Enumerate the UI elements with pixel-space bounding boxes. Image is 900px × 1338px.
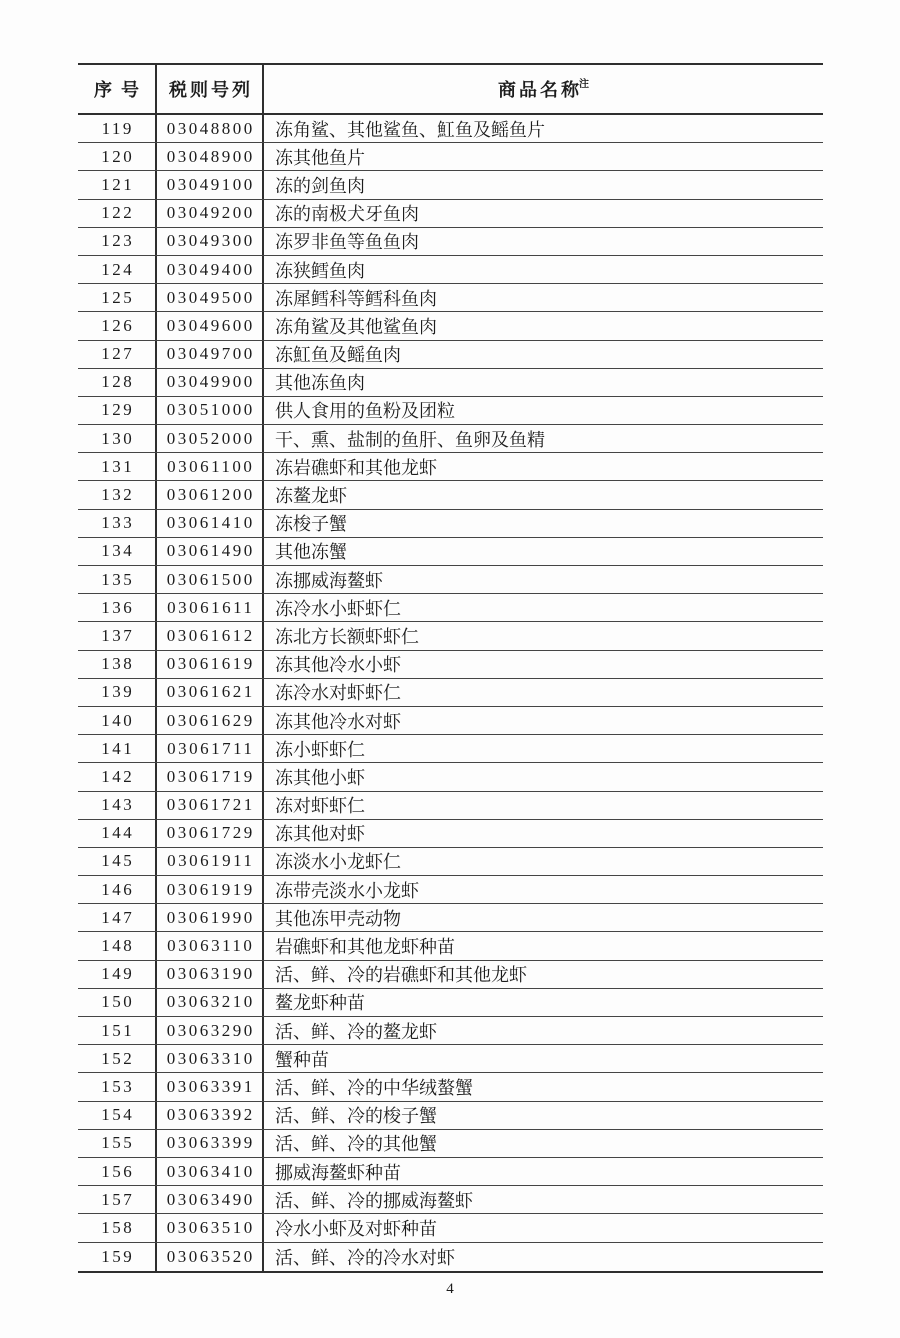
product-name-cell-text: 冻挪威海鳌虾 bbox=[275, 570, 383, 591]
tariff-code-cell-text: 03061711 bbox=[167, 738, 255, 758]
table-row bbox=[78, 763, 823, 791]
table-row bbox=[78, 989, 823, 1017]
product-name-cell bbox=[264, 1102, 823, 1129]
row-index-cell-text: 155 bbox=[101, 1133, 135, 1153]
product-name-cell bbox=[264, 763, 823, 790]
table-row bbox=[78, 566, 823, 594]
header-label-index: 序号 bbox=[94, 80, 148, 100]
table-body bbox=[78, 115, 823, 1271]
table-row bbox=[78, 651, 823, 679]
product-name-cell bbox=[264, 1130, 823, 1157]
product-name-cell bbox=[264, 1017, 823, 1044]
row-index-cell-text: 139 bbox=[101, 682, 135, 702]
table-row bbox=[78, 594, 823, 622]
product-name-cell bbox=[264, 792, 823, 819]
table-row bbox=[78, 312, 823, 340]
row-index-cell bbox=[78, 256, 157, 283]
tariff-code-cell-text: 03049600 bbox=[166, 315, 255, 335]
product-name-cell-text: 冻带壳淡水小龙虾 bbox=[275, 880, 419, 901]
tariff-code-cell-text: 03049900 bbox=[166, 372, 255, 392]
tariff-code-cell bbox=[157, 622, 264, 649]
product-name-cell bbox=[264, 622, 823, 649]
row-index-cell bbox=[78, 566, 157, 593]
row-index-cell bbox=[78, 932, 157, 959]
table-row bbox=[78, 143, 823, 171]
tariff-code-cell bbox=[157, 481, 264, 508]
row-index-cell bbox=[78, 594, 157, 621]
tariff-code-cell-text: 03063190 bbox=[166, 964, 255, 984]
product-name-cell bbox=[264, 453, 823, 480]
table-row bbox=[78, 1045, 823, 1073]
product-name-cell-text: 干、熏、盐制的鱼肝、鱼卵及鱼精 bbox=[275, 429, 545, 450]
header-cell-name bbox=[264, 65, 823, 113]
tariff-code-cell-text: 03051000 bbox=[166, 400, 255, 420]
product-name-cell bbox=[264, 820, 823, 847]
tariff-code-cell-text: 03061629 bbox=[166, 710, 255, 730]
tariff-code-cell-text: 03063490 bbox=[166, 1189, 255, 1209]
row-index-cell-text: 141 bbox=[101, 738, 135, 758]
tariff-code-cell bbox=[157, 904, 264, 931]
product-name-cell-text: 岩礁虾和其他龙虾种苗 bbox=[275, 937, 455, 958]
row-index-cell bbox=[78, 1214, 157, 1241]
product-name-cell-text: 冻犀鳕科等鳕科鱼肉 bbox=[275, 288, 437, 309]
product-name-cell-text: 冻的南极犬牙鱼肉 bbox=[275, 204, 419, 225]
row-index-cell-text: 156 bbox=[101, 1161, 135, 1181]
product-name-cell bbox=[264, 1214, 823, 1241]
row-index-cell bbox=[78, 115, 157, 142]
tariff-code-cell bbox=[157, 143, 264, 170]
row-index-cell bbox=[78, 425, 157, 452]
product-name-cell-text: 活、鲜、冷的梭子蟹 bbox=[275, 1106, 437, 1127]
tariff-code-cell-text: 03063520 bbox=[166, 1246, 255, 1266]
product-name-cell-text: 冷水小虾及对虾种苗 bbox=[275, 1218, 437, 1239]
product-name-cell-text: 活、鲜、冷的其他蟹 bbox=[275, 1134, 437, 1155]
product-name-cell bbox=[264, 538, 823, 565]
row-index-cell-text: 126 bbox=[101, 315, 135, 335]
product-name-cell-text: 冻魟鱼及鳐鱼肉 bbox=[275, 345, 401, 366]
row-index-cell-text: 121 bbox=[101, 174, 135, 194]
row-index-cell-text: 131 bbox=[101, 456, 135, 476]
table-header-row bbox=[78, 65, 823, 115]
table-row bbox=[78, 679, 823, 707]
row-index-cell bbox=[78, 1073, 157, 1100]
tariff-code-cell bbox=[157, 453, 264, 480]
product-name-cell bbox=[264, 1045, 823, 1072]
product-name-cell bbox=[264, 961, 823, 988]
tariff-code-cell-text: 03061721 bbox=[166, 795, 255, 815]
tariff-code-cell bbox=[157, 228, 264, 255]
product-name-cell bbox=[264, 1243, 823, 1271]
tariff-code-cell bbox=[157, 1214, 264, 1241]
row-index-cell bbox=[78, 1243, 157, 1271]
table-row bbox=[78, 425, 823, 453]
product-name-cell-text: 冻其他鱼片 bbox=[275, 147, 365, 168]
tariff-code-cell-text: 03063290 bbox=[166, 1020, 255, 1040]
product-name-cell-text: 活、鲜、冷的中华绒螯蟹 bbox=[275, 1077, 473, 1098]
row-index-cell bbox=[78, 1186, 157, 1213]
tariff-code-cell-text: 03061612 bbox=[166, 625, 255, 645]
product-name-cell bbox=[264, 876, 823, 903]
tariff-code-cell bbox=[157, 1017, 264, 1044]
product-name-cell-text: 冻梭子蟹 bbox=[275, 514, 347, 535]
row-index-cell bbox=[78, 143, 157, 170]
table-row bbox=[78, 876, 823, 904]
tariff-code-cell-text: 03061621 bbox=[166, 682, 255, 702]
table-row bbox=[78, 1243, 823, 1271]
row-index-cell bbox=[78, 481, 157, 508]
table-row bbox=[78, 820, 823, 848]
row-index-cell-text: 134 bbox=[101, 541, 135, 561]
tariff-code-cell bbox=[157, 369, 264, 396]
tariff-code-cell-text: 03061719 bbox=[166, 766, 255, 786]
row-index-cell-text: 136 bbox=[101, 597, 135, 617]
tariff-code-cell bbox=[157, 651, 264, 678]
row-index-cell bbox=[78, 341, 157, 368]
row-index-cell-text: 125 bbox=[101, 287, 135, 307]
row-index-cell-text: 140 bbox=[101, 710, 135, 730]
row-index-cell bbox=[78, 622, 157, 649]
row-index-cell-text: 137 bbox=[101, 625, 135, 645]
tariff-code-cell bbox=[157, 397, 264, 424]
row-index-cell bbox=[78, 171, 157, 198]
row-index-cell-text: 132 bbox=[101, 485, 135, 505]
product-name-cell bbox=[264, 481, 823, 508]
tariff-code-cell-text: 03049700 bbox=[166, 344, 255, 364]
product-name-cell-text: 冻鳌龙虾 bbox=[275, 486, 347, 507]
row-index-cell bbox=[78, 763, 157, 790]
table-row bbox=[78, 622, 823, 650]
tariff-code-cell bbox=[157, 735, 264, 762]
product-name-cell bbox=[264, 989, 823, 1016]
row-index-cell bbox=[78, 792, 157, 819]
row-index-cell bbox=[78, 453, 157, 480]
row-index-cell-text: 157 bbox=[101, 1189, 135, 1209]
row-index-cell bbox=[78, 989, 157, 1016]
tariff-code-cell-text: 03063410 bbox=[166, 1161, 255, 1181]
product-name-cell-text: 冻的剑鱼肉 bbox=[275, 175, 365, 196]
tariff-code-cell bbox=[157, 1158, 264, 1185]
row-index-cell bbox=[78, 679, 157, 706]
row-index-cell-text: 135 bbox=[101, 569, 135, 589]
tariff-code-cell-text: 03061729 bbox=[166, 823, 255, 843]
product-name-cell bbox=[264, 341, 823, 368]
tariff-code-cell-text: 03048900 bbox=[166, 146, 255, 166]
product-name-cell bbox=[264, 679, 823, 706]
product-name-cell bbox=[264, 707, 823, 734]
table-row bbox=[78, 848, 823, 876]
product-name-cell bbox=[264, 1186, 823, 1213]
tariff-code-cell bbox=[157, 932, 264, 959]
tariff-code-cell bbox=[157, 1186, 264, 1213]
header-cell-index bbox=[78, 65, 157, 113]
row-index-cell-text: 144 bbox=[101, 823, 135, 843]
row-index-cell-text: 127 bbox=[101, 344, 135, 364]
tariff-code-cell-text: 03061990 bbox=[166, 907, 255, 927]
row-index-cell-text: 123 bbox=[101, 231, 135, 251]
product-name-cell bbox=[264, 735, 823, 762]
tariff-code-cell bbox=[157, 876, 264, 903]
table-row bbox=[78, 538, 823, 566]
row-index-cell bbox=[78, 228, 157, 255]
table-row bbox=[78, 792, 823, 820]
table-row bbox=[78, 707, 823, 735]
tariff-code-cell bbox=[157, 510, 264, 537]
row-index-cell-text: 133 bbox=[101, 513, 135, 533]
table-row bbox=[78, 171, 823, 199]
tariff-code-cell bbox=[157, 1130, 264, 1157]
table-row bbox=[78, 1073, 823, 1101]
product-name-cell-text: 活、鲜、冷的冷水对虾 bbox=[275, 1247, 455, 1268]
row-index-cell bbox=[78, 707, 157, 734]
tariff-code-cell bbox=[157, 1102, 264, 1129]
product-name-cell-text: 其他冻鱼肉 bbox=[275, 373, 365, 394]
tariff-code-cell bbox=[157, 1073, 264, 1100]
row-index-cell-text: 129 bbox=[101, 400, 135, 420]
product-name-cell-text: 其他冻蟹 bbox=[275, 542, 347, 563]
tariff-code-cell-text: 03063510 bbox=[166, 1217, 255, 1237]
product-name-cell-text: 冻岩礁虾和其他龙虾 bbox=[275, 457, 437, 478]
tariff-code-cell-text: 03048800 bbox=[166, 118, 255, 138]
tariff-code-cell bbox=[157, 961, 264, 988]
row-index-cell-text: 124 bbox=[101, 259, 135, 279]
tariff-code-cell-text: 03049400 bbox=[166, 259, 255, 279]
row-index-cell bbox=[78, 1017, 157, 1044]
table-row bbox=[78, 397, 823, 425]
tariff-code-cell-text: 03049300 bbox=[166, 231, 255, 251]
product-name-cell bbox=[264, 651, 823, 678]
tariff-code-cell-text: 03063310 bbox=[166, 1048, 255, 1068]
tariff-code-cell-text: 03063110 bbox=[167, 936, 255, 956]
row-index-cell-text: 154 bbox=[101, 1105, 135, 1125]
tariff-code-cell-text: 03063391 bbox=[166, 1076, 255, 1096]
product-name-cell-text: 冻淡水小龙虾仁 bbox=[275, 852, 401, 873]
product-name-cell bbox=[264, 115, 823, 142]
tariff-code-cell bbox=[157, 200, 264, 227]
row-index-cell-text: 159 bbox=[101, 1246, 135, 1266]
row-index-cell bbox=[78, 200, 157, 227]
table-row bbox=[78, 200, 823, 228]
tariff-code-cell bbox=[157, 171, 264, 198]
row-index-cell bbox=[78, 397, 157, 424]
table-row bbox=[78, 961, 823, 989]
table-row bbox=[78, 1102, 823, 1130]
tariff-table bbox=[78, 63, 823, 1273]
product-name-cell-text: 冻其他冷水对虾 bbox=[275, 711, 401, 732]
tariff-code-cell-text: 03063399 bbox=[166, 1133, 255, 1153]
tariff-code-cell bbox=[157, 425, 264, 452]
product-name-cell-text: 冻对虾虾仁 bbox=[275, 796, 365, 817]
row-index-cell bbox=[78, 369, 157, 396]
tariff-code-cell bbox=[157, 1243, 264, 1271]
tariff-code-cell-text: 03061200 bbox=[166, 485, 255, 505]
row-index-cell-text: 146 bbox=[101, 879, 135, 899]
row-index-cell bbox=[78, 1045, 157, 1072]
table-row bbox=[78, 1186, 823, 1214]
tariff-code-cell bbox=[157, 820, 264, 847]
table-row bbox=[78, 1158, 823, 1186]
row-index-cell-text: 149 bbox=[101, 964, 135, 984]
tariff-code-cell bbox=[157, 256, 264, 283]
table-row bbox=[78, 284, 823, 312]
tariff-code-cell-text: 03063210 bbox=[166, 992, 255, 1012]
product-name-cell-text: 活、鲜、冷的挪威海鳌虾 bbox=[275, 1190, 473, 1211]
row-index-cell-text: 148 bbox=[101, 936, 135, 956]
row-index-cell-text: 130 bbox=[101, 428, 135, 448]
tariff-code-cell bbox=[157, 707, 264, 734]
row-index-cell-text: 147 bbox=[101, 907, 135, 927]
table-row bbox=[78, 115, 823, 143]
row-index-cell-text: 145 bbox=[101, 851, 135, 871]
tariff-code-cell-text: 03061919 bbox=[166, 879, 255, 899]
product-name-cell-text: 冻其他小虾 bbox=[275, 767, 365, 788]
product-name-cell-text: 其他冻甲壳动物 bbox=[275, 908, 401, 929]
row-index-cell bbox=[78, 904, 157, 931]
tariff-code-cell-text: 03061611 bbox=[167, 597, 255, 617]
table-row bbox=[78, 1130, 823, 1158]
product-name-cell-text: 冻小虾虾仁 bbox=[275, 739, 365, 760]
product-name-cell bbox=[264, 200, 823, 227]
tariff-code-cell-text: 03063392 bbox=[166, 1105, 255, 1125]
table-row bbox=[78, 904, 823, 932]
row-index-cell-text: 153 bbox=[101, 1076, 135, 1096]
table-row bbox=[78, 735, 823, 763]
row-index-cell bbox=[78, 651, 157, 678]
product-name-cell bbox=[264, 143, 823, 170]
tariff-code-cell-text: 03061619 bbox=[166, 654, 255, 674]
product-name-cell bbox=[264, 256, 823, 283]
tariff-code-cell bbox=[157, 115, 264, 142]
table-row bbox=[78, 228, 823, 256]
tariff-code-cell-text: 03049100 bbox=[166, 174, 255, 194]
table-row bbox=[78, 510, 823, 538]
table-row bbox=[78, 1214, 823, 1242]
product-name-cell-text: 冻狭鳕鱼肉 bbox=[275, 260, 365, 281]
product-name-cell bbox=[264, 566, 823, 593]
product-name-cell-text: 活、鲜、冷的岩礁虾和其他龙虾 bbox=[275, 965, 527, 986]
page-number: 4 bbox=[446, 1281, 454, 1297]
tariff-code-cell bbox=[157, 1045, 264, 1072]
row-index-cell bbox=[78, 284, 157, 311]
product-name-cell bbox=[264, 425, 823, 452]
header-label-name: 商品名称 bbox=[498, 80, 582, 100]
tariff-code-cell bbox=[157, 594, 264, 621]
product-name-cell bbox=[264, 1073, 823, 1100]
product-name-cell bbox=[264, 312, 823, 339]
row-index-cell bbox=[78, 312, 157, 339]
table-row bbox=[78, 341, 823, 369]
header-label-code: 税则号列 bbox=[169, 80, 253, 100]
product-name-cell bbox=[264, 848, 823, 875]
row-index-cell-text: 158 bbox=[101, 1217, 135, 1237]
tariff-code-cell bbox=[157, 848, 264, 875]
product-name-cell-text: 冻冷水对虾虾仁 bbox=[275, 683, 401, 704]
product-name-cell bbox=[264, 594, 823, 621]
row-index-cell-text: 122 bbox=[101, 203, 135, 223]
product-name-cell bbox=[264, 369, 823, 396]
row-index-cell-text: 128 bbox=[101, 372, 135, 392]
row-index-cell bbox=[78, 848, 157, 875]
tariff-code-cell-text: 03049200 bbox=[166, 203, 255, 223]
table-row bbox=[78, 1017, 823, 1045]
row-index-cell-text: 138 bbox=[101, 654, 135, 674]
row-index-cell bbox=[78, 735, 157, 762]
row-index-cell-text: 151 bbox=[101, 1020, 135, 1040]
product-name-cell-text: 冻角鲨、其他鲨鱼、魟鱼及鳐鱼片 bbox=[275, 119, 545, 140]
tariff-code-cell bbox=[157, 341, 264, 368]
row-index-cell-text: 152 bbox=[101, 1048, 135, 1068]
row-index-cell-text: 120 bbox=[101, 146, 135, 166]
row-index-cell bbox=[78, 1158, 157, 1185]
tariff-code-cell bbox=[157, 566, 264, 593]
row-index-cell bbox=[78, 820, 157, 847]
product-name-cell-text: 冻角鲨及其他鲨鱼肉 bbox=[275, 316, 437, 337]
tariff-code-cell-text: 03052000 bbox=[166, 428, 255, 448]
table-row bbox=[78, 932, 823, 960]
row-index-cell-text: 150 bbox=[101, 992, 135, 1012]
product-name-cell-text: 冻其他冷水小虾 bbox=[275, 655, 401, 676]
header-note-superscript: 注 bbox=[579, 78, 589, 90]
tariff-code-cell bbox=[157, 312, 264, 339]
product-name-cell bbox=[264, 284, 823, 311]
tariff-code-cell-text: 03061410 bbox=[166, 513, 255, 533]
row-index-cell-text: 143 bbox=[101, 795, 135, 815]
row-index-cell bbox=[78, 1102, 157, 1129]
table-row bbox=[78, 256, 823, 284]
product-name-cell-text: 鳌龙虾种苗 bbox=[275, 993, 365, 1014]
row-index-cell bbox=[78, 510, 157, 537]
row-index-cell-text: 142 bbox=[101, 766, 135, 786]
tariff-code-cell-text: 03061500 bbox=[166, 569, 255, 589]
product-name-cell-text: 冻罗非鱼等鱼鱼肉 bbox=[275, 232, 419, 253]
tariff-code-cell bbox=[157, 763, 264, 790]
product-name-cell bbox=[264, 510, 823, 537]
tariff-code-cell bbox=[157, 538, 264, 565]
product-name-cell bbox=[264, 932, 823, 959]
product-name-cell-text: 挪威海鳌虾种苗 bbox=[275, 1162, 401, 1183]
tariff-code-cell bbox=[157, 989, 264, 1016]
product-name-cell-text: 供人食用的鱼粉及团粒 bbox=[275, 401, 455, 422]
product-name-cell-text: 蟹种苗 bbox=[275, 1049, 329, 1070]
product-name-cell-text: 活、鲜、冷的鳌龙虾 bbox=[275, 1021, 437, 1042]
table-row bbox=[78, 369, 823, 397]
row-index-cell bbox=[78, 961, 157, 988]
tariff-code-cell-text: 03061490 bbox=[166, 541, 255, 561]
tariff-code-cell bbox=[157, 284, 264, 311]
product-name-cell bbox=[264, 904, 823, 931]
row-index-cell bbox=[78, 1130, 157, 1157]
product-name-cell-text: 冻其他对虾 bbox=[275, 824, 365, 845]
product-name-cell-text: 冻冷水小虾虾仁 bbox=[275, 598, 401, 619]
product-name-cell bbox=[264, 1158, 823, 1185]
tariff-code-cell bbox=[157, 792, 264, 819]
row-index-cell bbox=[78, 876, 157, 903]
tariff-code-cell-text: 03061911 bbox=[167, 851, 255, 871]
product-name-cell-text: 冻北方长额虾虾仁 bbox=[275, 626, 419, 647]
row-index-cell-text: 119 bbox=[101, 118, 134, 138]
table-row bbox=[78, 481, 823, 509]
table-row bbox=[78, 453, 823, 481]
row-index-cell bbox=[78, 538, 157, 565]
product-name-cell bbox=[264, 397, 823, 424]
tariff-code-cell-text: 03049500 bbox=[166, 287, 255, 307]
header-cell-code bbox=[157, 65, 264, 113]
tariff-code-cell-text: 03061100 bbox=[167, 456, 255, 476]
product-name-cell bbox=[264, 228, 823, 255]
product-name-cell bbox=[264, 171, 823, 198]
tariff-code-cell bbox=[157, 679, 264, 706]
